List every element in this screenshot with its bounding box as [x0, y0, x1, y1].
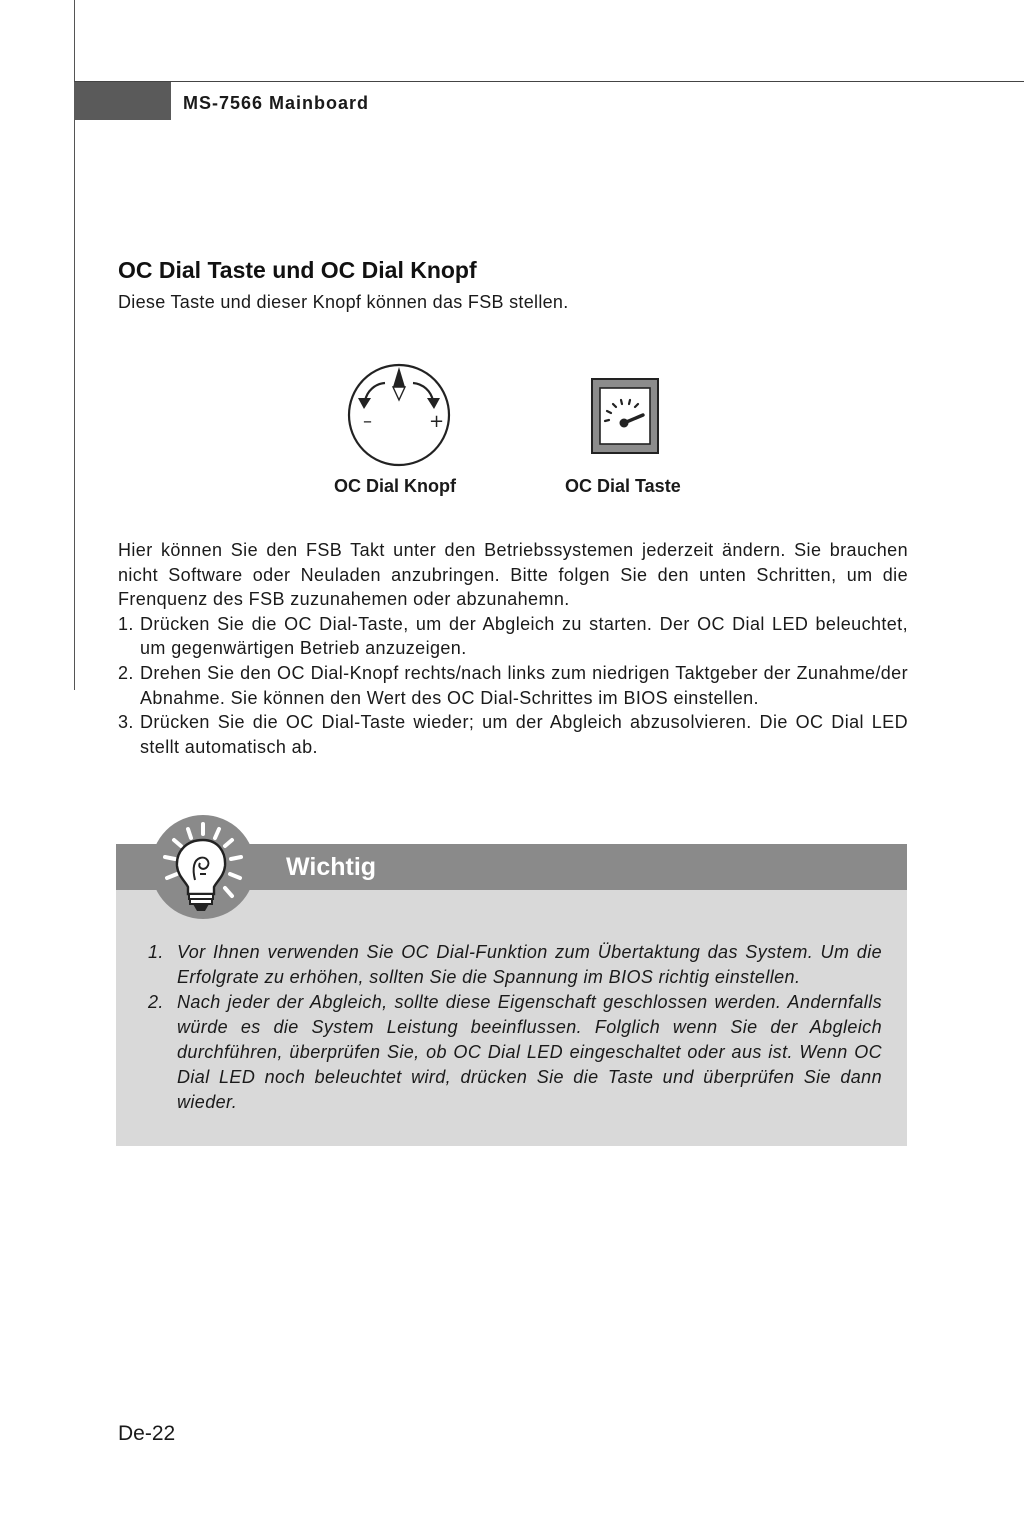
step-number: 1.	[118, 613, 134, 634]
list-item	[118, 710, 908, 759]
header-rule	[74, 81, 1024, 82]
list-item	[148, 940, 882, 990]
steps-list	[118, 612, 908, 760]
step-text: Drücken Sie die OC Dial-Taste wieder; um der Abgleich abzusolvieren. Die OC Dial LED stellt automatisch ab.	[140, 712, 908, 757]
header-block	[74, 82, 171, 120]
list-item	[118, 661, 908, 710]
oc-dial-knob-label: OC Dial Knopf	[334, 476, 456, 496]
step-text: Drücken Sie die OC Dial-Taste, um der Abgleich zu starten. Der OC Dial LED beleuchtet, um gegenwärtigen Betrieb anzuzeigen.	[140, 613, 908, 659]
note-text: Nach jeder der Abgleich, sollte diese Eigenschaft geschlossen werden. Andernfalls würde es die System Leistung beeinflussen. Folglich wenn Sie der Abgleich durchführen, überprüfen Sie, ob OC Dial LED eingeschaltet oder aus ist. Wenn OC Dial LED noch beleuchtet wird, drücken Sie die Taste und überprüfen Sie dann wieder.	[177, 992, 882, 1112]
body-paragraph: Hier können Sie den FSB Takt unter den Betriebssystemen jederzeit ändern. Sie brauchen nicht Software oder Neuladen anzubringen. Bitte folgen Sie den unten Schritten, um die Frenquenz des FSB zuzunahemen oder abzunahemn.	[118, 540, 908, 610]
step-number: 3.	[118, 712, 134, 733]
oc-dial-knob-icon	[344, 360, 454, 470]
body-text	[118, 538, 908, 759]
oc-dial-button-label: OC Dial Taste	[565, 476, 681, 496]
lightbulb-icon	[148, 810, 258, 922]
step-number: 2.	[118, 662, 134, 683]
section-title: OC Dial Taste und OC Dial Knopf	[118, 257, 477, 283]
list-item	[118, 612, 908, 661]
step-text: Drehen Sie den OC Dial-Knopf rechts/nach links zum niedrigen Taktgeber der Zunahme/der Abnahme. Sie können den Wert des OC Dial-Schrittes im BIOS einstellen.	[140, 662, 908, 708]
note-number: 1.	[148, 942, 164, 962]
section-intro: Diese Taste und dieser Knopf können das FSB stellen.	[118, 292, 569, 312]
note-number: 2.	[148, 992, 164, 1012]
important-note-title: Wichtig	[286, 853, 377, 881]
knob-plus-sign: +	[429, 411, 445, 432]
note-text: Vor Ihnen verwenden Sie OC Dial-Funktion zum Übertaktung das System. Um die Erfolgrate zu erhöhen, sollten Sie die Spannung im BIOS richtig einstellen.	[177, 942, 882, 987]
important-note-list	[148, 940, 882, 1115]
oc-dial-button-icon	[590, 377, 662, 455]
page-number: De-22	[118, 1422, 176, 1445]
list-item	[148, 990, 882, 1115]
note-items	[148, 940, 882, 1115]
knob-minus-sign: –	[363, 411, 372, 432]
header-title: MS-7566 Mainboard	[183, 93, 370, 113]
